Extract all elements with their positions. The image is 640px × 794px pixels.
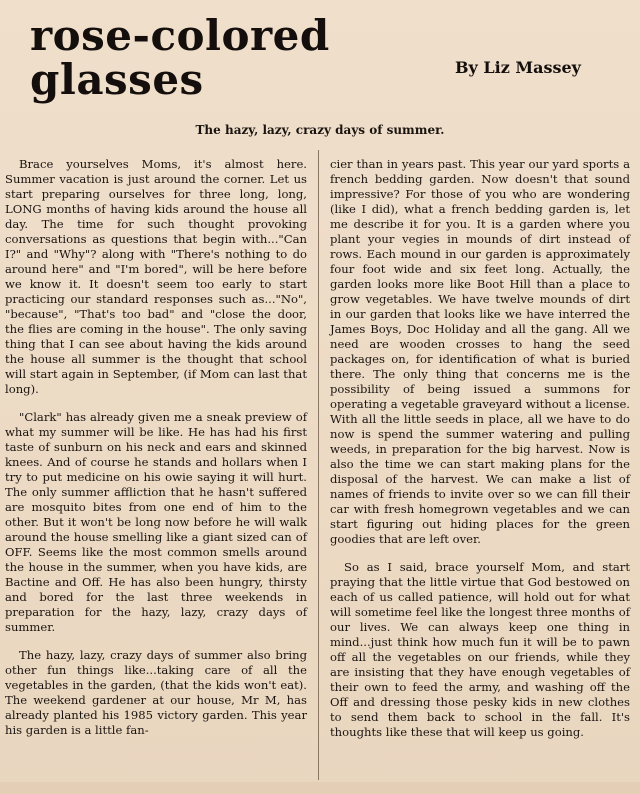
page-bottom-edge xyxy=(0,782,640,794)
article-column-right xyxy=(330,157,630,753)
headline-line-1: rose-colored xyxy=(30,11,330,60)
article-paragraph: "Clark" has already given me a sneak preview of what my summer will be like. He has had his first taste of sunburn on his neck and ears and skinned knees. And of course he stands and hollars when I try to put medicine on his owie saying it will hurt. The only summer affliction that he hasn't suffered are mosquito bites from one end of him to the other. But it won't be long now before he will walk around the house smelling like a giant sized can of OFF. Seems like the most common smells around the house in the summer, when you have kids, are Bactine and Off. He has also been hungry, thirsty and bored for the last three weekends in preparation for the hazy, lazy, crazy days of summer. xyxy=(5,410,307,634)
article-paragraph: The hazy, lazy, crazy days of summer also bring other fun things like...taking care of all the vegetables in the garden, (that the kids won't eat). The weekend gardener at our house, Mr M, has already planted his 1985 victory garden. This year his garden is a little fan- xyxy=(5,648,307,737)
article-deck: The hazy, lazy, crazy days of summer. xyxy=(195,123,445,137)
article-byline: By Liz Massey xyxy=(455,58,581,77)
article-paragraph: So as I said, brace yourself Mom, and start praying that the little virtue that God bestowed on each of us called patience, will hold out for what will sometime feel like the longest three months of our lives. We can always keep one thing in mind...just think how much fun it will be to pawn off all the vegetables on our friends, while they are insisting that they have enough vegetables of their own to feed the army, and washing off the Off and dressing those pesky kids in new clothes to send them back to school in the fall. It's thoughts like these that will keep us going. xyxy=(330,560,630,739)
article-column-left xyxy=(5,157,307,751)
article-headline xyxy=(30,11,330,104)
article-paragraph: Brace yourselves Moms, it's almost here. Summer vacation is just around the corner. Let us start preparing ourselves for three long, long, LONG months of having kids around the house all day. The time for such thought provoking conversations as questions that begin with..."Can I?" and "Why"? along with "There's nothing to do around here" and "I'm bored", will be here before we know it. It doesn't seem too early to start practicing our standard responses such as..."No", "because", "That's too bad" and "close the door, the flies are coming in the house". The only saving thing that I can see about having the kids around the house all summer is the thought that school will start again in September, (if Mom can last that long). xyxy=(5,157,307,396)
article-paragraph: cier than in years past. This year our yard sports a french bedding garden. Now doesn't that sound impressive? For those of you who are wondering (like I did), what a french bedding garden is, let me describe it for you. It is a garden where you plant your vegies in mounds of dirt instead of rows. Each mound in our garden is approximately four foot wide and six feet long. Actually, the garden looks more like Boot Hill than a place to grow vegetables. We have twelve mounds of dirt in our garden that looks like we have interred the James Boys, Doc Holiday and all the gang. All we need are wooden crosses to hang the seed packages on, for identification of what is buried there. The only thing that concerns me is the possibility of being issued a summons for operating a vegetable graveyard without a license. With all the little seeds in place, all we have to do now is spend the summer watering and pulling weeds, in preparation for the big harvest. Now is also the time we can start making plans for the disposal of the harvest. We can make a list of names of friends to invite over so we can fill their car with fresh homegrown vegetables and we can start figuring out hiding places for the green goodies that are left over. xyxy=(330,157,630,546)
column-divider xyxy=(318,150,319,780)
headline-line-2: glasses xyxy=(30,55,204,104)
